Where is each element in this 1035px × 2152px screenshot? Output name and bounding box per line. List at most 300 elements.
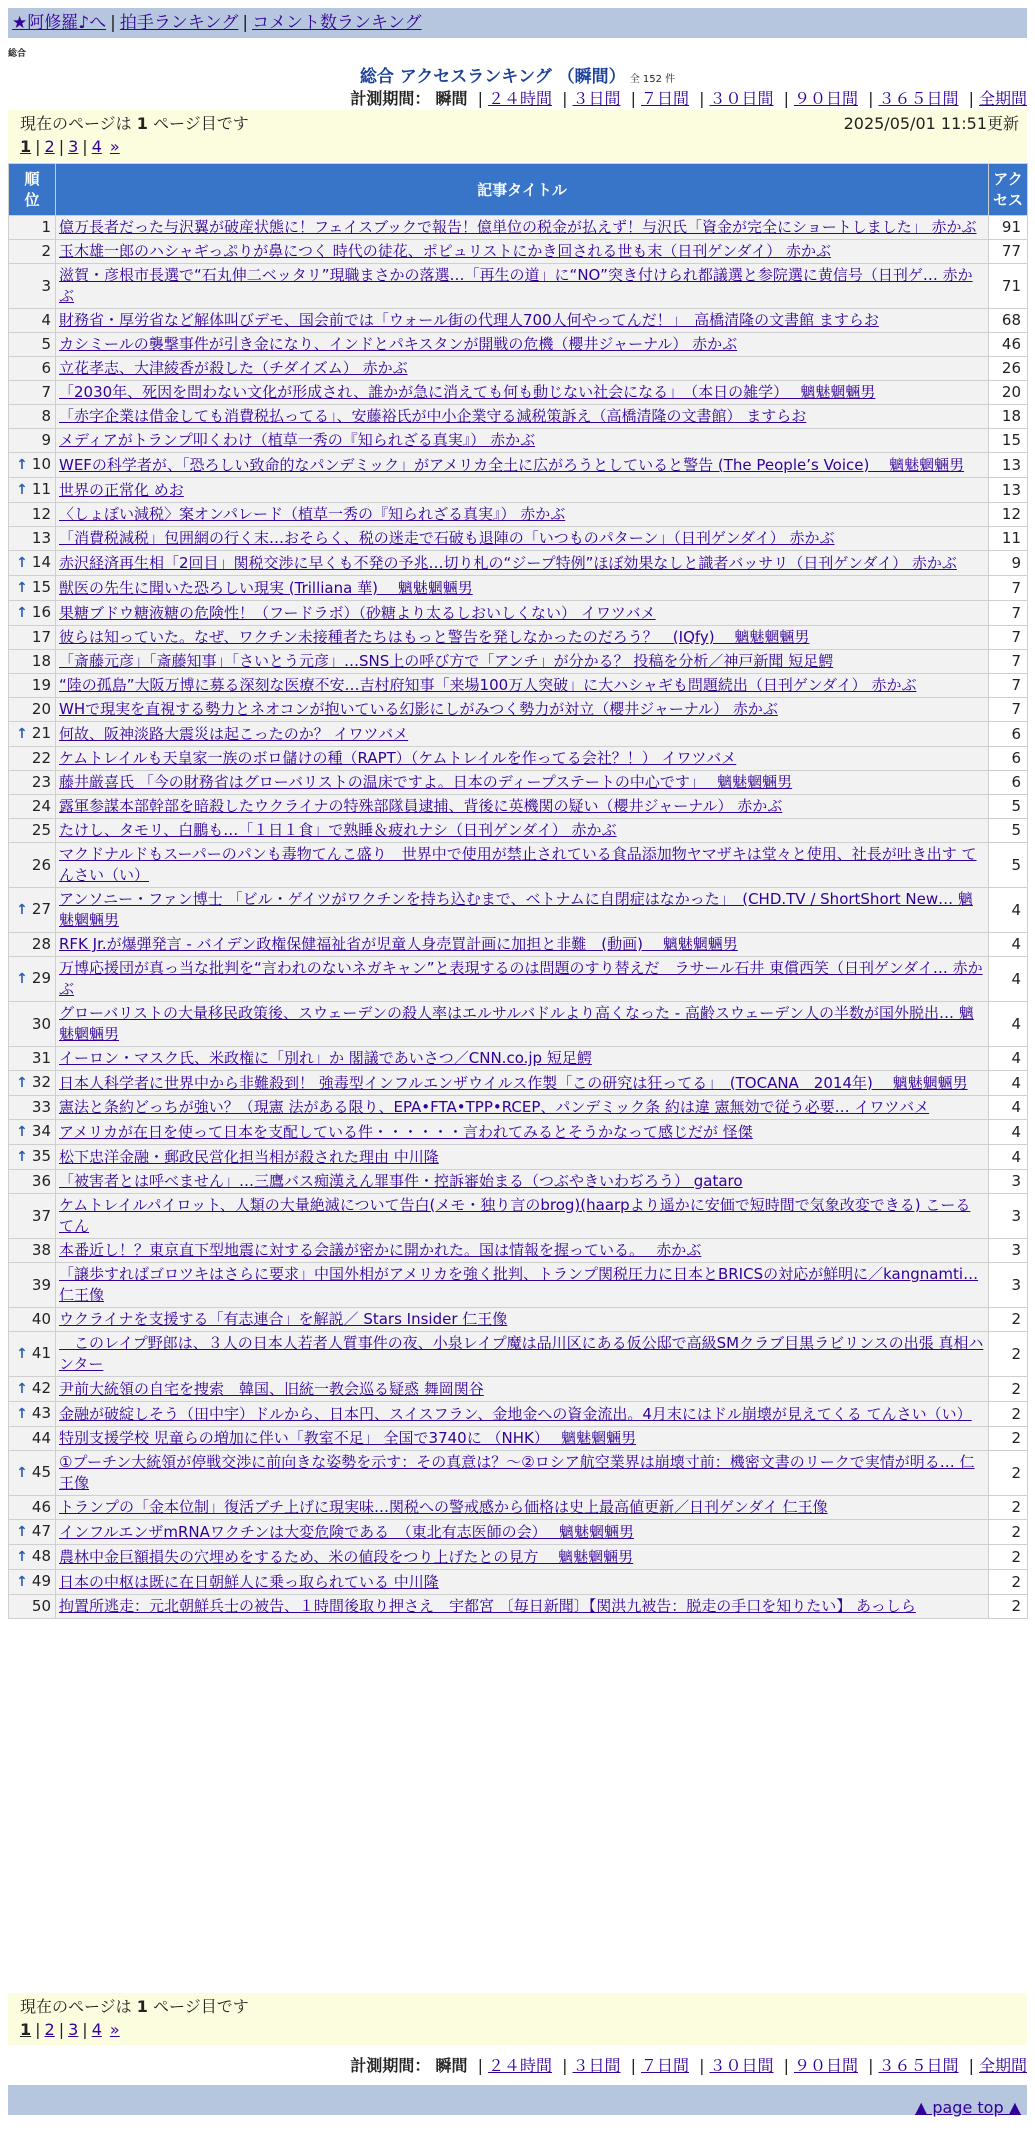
page-link-next[interactable]: »	[109, 2020, 120, 2039]
rank-cell	[9, 650, 56, 674]
table-row	[9, 503, 1028, 527]
table-row	[9, 527, 1028, 551]
rank-number: 34	[31, 1122, 51, 1140]
page-link-2[interactable]: 2	[44, 2020, 55, 2039]
article-link[interactable]: RFK Jr.が爆弾発言 - バイデン政権保健福祉省が児童人身売買計画に加担と非難 (動画) 魑魅魍魎男	[59, 935, 738, 953]
table-row	[9, 1427, 1028, 1451]
rank-number: 42	[31, 1379, 51, 1397]
article-link[interactable]: 玉木雄一郎のハシャギっぷりが鼻につく 時代の徒花、ポピュリストにかき回される世も末（日刊ゲンダイ） 赤かぶ	[59, 242, 831, 260]
period-link-3d[interactable]: ３日間	[572, 89, 621, 108]
rank-number: 32	[31, 1073, 51, 1091]
article-link[interactable]: 露軍参謀本部幹部を暗殺したウクライナの特殊部隊員逮捕、背後に英機関の疑い（櫻井ジャーナル） 赤かぶ	[59, 797, 783, 815]
access-count: 26	[989, 357, 1028, 381]
access-count: 2	[989, 1545, 1028, 1570]
article-link[interactable]: 「2030年、死因を問わない文化が形成され、誰かが急に消えても何も動じない社会になる」 （本日の雑学） 魑魅魍魎男	[59, 383, 876, 401]
article-link[interactable]: メディアがトランプ叩くわけ（植草一秀の『知られざる真実』） 赤かぶ	[59, 431, 536, 449]
rank-up-arrow-icon: ↑	[16, 555, 28, 571]
title-cell	[56, 843, 989, 888]
table-row	[9, 795, 1028, 819]
rank-number: 39	[31, 1275, 51, 1294]
rank-cell	[9, 1545, 56, 1570]
rank-cell	[9, 1170, 56, 1194]
title-cell	[56, 1308, 989, 1332]
table-row	[9, 453, 1028, 478]
title-cell	[56, 1427, 989, 1451]
period-link-7d[interactable]: ７日間	[640, 89, 689, 108]
period-link-24h[interactable]: ２４時間	[487, 89, 552, 108]
rank-number: 26	[31, 855, 51, 874]
rank-cell	[9, 453, 56, 478]
rank-number: 6	[41, 359, 51, 377]
table-row	[9, 1047, 1028, 1071]
table-row	[9, 1451, 1028, 1496]
rank-cell	[9, 1308, 56, 1332]
access-count: 6	[989, 771, 1028, 795]
updated-timestamp: 2025/05/01 11:51更新	[843, 114, 1019, 133]
title-cell	[56, 1071, 989, 1096]
rank-up-arrow-icon: ↑	[16, 1075, 28, 1091]
title-cell	[56, 405, 989, 429]
rank-up-arrow-icon: ↑	[16, 1149, 28, 1165]
article-link[interactable]: 「斎藤元彦」「斎藤知事」「さいとう元彦」…SNS上の呼び方で「アンチ」が分かる？ 投稿を分析／神戸新聞 短足鰐	[59, 652, 834, 670]
access-count: 4	[989, 1096, 1028, 1120]
rank-number: 49	[31, 1572, 51, 1590]
rank-up-arrow-icon: ↑	[16, 1574, 28, 1590]
title-cell	[56, 1145, 989, 1170]
table-row	[9, 1002, 1028, 1047]
article-link[interactable]: ケムトレイルパイロット、人類の大量絶滅について告白(メモ・独り言のbrog)(haarpより遥かに安価で短時間で気象改変できる) こーるてん	[59, 1196, 971, 1235]
page-title: 総合 アクセスランキング （瞬間）	[359, 67, 626, 87]
access-count: 4	[989, 888, 1028, 933]
article-link[interactable]: アメリカが在日を使って日本を支配している件・・・・・・言われてみるとそうかなって感じだが 怪傑	[59, 1122, 753, 1141]
pager-links: 1 | 2 | 3 | 4 »	[20, 2020, 120, 2039]
rank-number: 19	[31, 676, 51, 694]
rank-cell	[9, 795, 56, 819]
title-cell	[56, 527, 989, 551]
nav-separator: |	[110, 13, 116, 33]
category-label: 総合	[8, 49, 27, 59]
title-cell	[56, 453, 989, 478]
access-count: 4	[989, 1002, 1028, 1047]
table-row	[9, 478, 1028, 503]
rank-number: 7	[41, 383, 51, 401]
rank-number: 1	[41, 218, 51, 236]
period-link-all[interactable]: 全期間	[978, 89, 1027, 108]
title-cell	[56, 819, 989, 843]
period-label: 計測期間：	[350, 89, 431, 108]
access-count: 4	[989, 1071, 1028, 1096]
table-row	[9, 429, 1028, 453]
rank-cell	[9, 1377, 56, 1402]
table-row	[9, 1545, 1028, 1570]
rank-number: 33	[31, 1098, 51, 1116]
article-link[interactable]: 「被害者とは呼べません」…三鷹バス痴漢えん罪事件・控訴審始まる（つぶやきいわぢろう） gataro	[59, 1172, 743, 1190]
rank-cell	[9, 1402, 56, 1427]
access-count: 91	[989, 216, 1028, 240]
article-link[interactable]: 憲法と条約どっちが強い？（現憲 法がある限り、EPA•FTA•TPP•RCEP、パンデミック条 約は違 憲無効で従う必要… イワツバメ	[59, 1098, 930, 1116]
rank-cell	[9, 357, 56, 381]
rank-number: 36	[31, 1172, 51, 1190]
rank-cell	[9, 1263, 56, 1308]
article-link[interactable]: 特別支援学校 児童らの増加に伴い「教室不足」 全国で3740に （NHK） 魑魅魍魎男	[59, 1429, 637, 1447]
title-cell	[56, 503, 989, 527]
header-title: 記事タイトル	[56, 164, 989, 216]
rank-cell	[9, 626, 56, 650]
rank-up-arrow-icon: ↑	[16, 605, 28, 621]
article-link[interactable]: 金融が破綻しそう（田中宇）ドルから、日本円、スイスフラン、金地金への資金流出。4月末にはドル崩壊が見えてくる てんさい（い）	[59, 1404, 972, 1423]
article-link[interactable]: カシミールの襲撃事件が引き金になり、インドとパキスタンが開戦の危機（櫻井ジャーナル） 赤かぶ	[59, 335, 738, 353]
rank-cell	[9, 264, 56, 309]
page-link-4[interactable]: 4	[91, 2020, 102, 2039]
rank-cell	[9, 888, 56, 933]
table-row	[9, 843, 1028, 888]
article-link[interactable]: トランプの「金本位制」復活ブチ上げに現実味…関税への警戒感から価格は史上最高値更新／日刊ゲンダイ 仁王像	[59, 1498, 828, 1516]
access-count: 13	[989, 478, 1028, 503]
title-cell	[56, 626, 989, 650]
access-count: 4	[989, 957, 1028, 1002]
period-selector-top: 計測期間： 瞬間 | ２４時間 | ３日間 | ７日間 | ３０日間 | ９０日間 | ３６５日間 | 全期間	[350, 89, 1027, 108]
rank-number: 2	[41, 242, 51, 260]
period-link-3d[interactable]: ３日間	[572, 2056, 621, 2075]
rank-number: 20	[31, 700, 51, 718]
period-link-24h[interactable]: ２４時間	[487, 2056, 552, 2075]
page-top-link[interactable]: ▲ page top ▲	[914, 2098, 1021, 2117]
title-cell	[56, 933, 989, 957]
rank-cell	[9, 933, 56, 957]
pager-links: 1 | 2 | 3 | 4 »	[20, 137, 120, 156]
total-count: 全 152 件	[629, 74, 676, 85]
page-link-4[interactable]: 4	[91, 137, 102, 156]
period-link-90d[interactable]: ９０日間	[793, 2056, 858, 2075]
ranking-table-body	[9, 216, 1028, 1619]
article-link[interactable]: ウクライナを支援する「有志連合」を解説／ Stars Insider 仁王像	[59, 1310, 508, 1328]
title-cell	[56, 650, 989, 674]
article-link[interactable]: 億万長者だった与沢翼が破産状態に！フェイスブックで報告！億単位の税金が払えず！与沢氏「資金が完全にショートしました」 赤かぶ	[59, 218, 977, 236]
rank-number: 40	[31, 1310, 51, 1328]
access-count: 3	[989, 1170, 1028, 1194]
access-count: 18	[989, 405, 1028, 429]
title-cell	[56, 264, 989, 309]
table-row	[9, 1308, 1028, 1332]
table-row	[9, 957, 1028, 1002]
title-cell	[56, 747, 989, 771]
rank-up-arrow-icon: ↑	[16, 482, 28, 498]
article-link[interactable]: 〈しょぼい減税〉案オンパレード（植草一秀の『知られざる真実』） 赤かぶ	[59, 505, 566, 523]
access-count: 3	[989, 1263, 1028, 1308]
rank-cell	[9, 747, 56, 771]
rank-cell	[9, 1332, 56, 1377]
rank-number: 28	[31, 935, 51, 953]
title-cell	[56, 216, 989, 240]
bottom-bar	[8, 2085, 1027, 2115]
title-cell	[56, 722, 989, 747]
rank-cell	[9, 601, 56, 626]
page-link-3[interactable]: 3	[68, 137, 79, 156]
title-cell	[56, 478, 989, 503]
table-row	[9, 264, 1028, 309]
article-link[interactable]: 立花孝志、大津綾香が殺した（チダイズム） 赤かぶ	[59, 359, 408, 377]
title-cell	[56, 1496, 989, 1520]
table-row	[9, 1194, 1028, 1239]
rank-number: 50	[31, 1597, 51, 1615]
article-link[interactable]: イーロン・マスク氏、米政権に「別れ」か 閣議であいさつ／CNN.co.jp 短足鰐	[59, 1049, 592, 1067]
title-cell	[56, 240, 989, 264]
ranking-table	[8, 163, 1028, 1619]
rank-number: 18	[31, 652, 51, 670]
rank-up-arrow-icon: ↑	[16, 971, 28, 987]
rank-cell	[9, 1145, 56, 1170]
title-cell	[56, 381, 989, 405]
access-count: 7	[989, 650, 1028, 674]
rank-cell	[9, 674, 56, 698]
period-link-all[interactable]: 全期間	[978, 2056, 1027, 2075]
rank-cell	[9, 1120, 56, 1145]
title-cell	[56, 333, 989, 357]
article-link[interactable]: マクドナルドもスーパーのパンも毒物てんこ盛り 世界中で使用が禁止されている食品添加物ヤマザキは堂々と使用、社長が吐き出す てんさい（い）	[59, 845, 977, 884]
rank-cell	[9, 551, 56, 576]
access-count: 11	[989, 527, 1028, 551]
article-link[interactable]: 彼らは知っていた。なぜ、ワクチン未接種者たちはもっと警告を発しなかったのだろう？ (IQfy) 魑魅魍魎男	[59, 628, 810, 646]
article-link[interactable]: 滋賀・彦根市長選で“石丸伸二ベッタリ”現職まさかの落選…「再生の道」に“NO”突き付けられ都議選と参院選に黄信号（日刊ゲ… 赤かぶ	[59, 266, 973, 305]
article-link[interactable]: 「赤字企業は借金しても消費税払ってる」、安藤裕氏が中小企業守る減税策訴え（高橋清隆の文書館） ますらお	[59, 407, 807, 425]
access-count: 4	[989, 1120, 1028, 1145]
access-count: 20	[989, 381, 1028, 405]
title-cell	[56, 888, 989, 933]
rank-cell	[9, 1239, 56, 1263]
rank-up-arrow-icon: ↑	[16, 1524, 28, 1540]
table-row	[9, 1595, 1028, 1619]
table-row	[9, 1496, 1028, 1520]
period-link-365d[interactable]: ３６５日間	[878, 89, 959, 108]
article-link[interactable]: 「消費税減税」包囲網の行く末…おそらく、税の迷走で石破も退陣の「いつものパターン」（日刊ゲンダイ） 赤かぶ	[59, 529, 835, 547]
rank-number: 3	[41, 276, 51, 295]
rank-number: 27	[31, 900, 51, 918]
title-cell	[56, 1002, 989, 1047]
article-link[interactable]: 尹前大統領の自宅を捜索 韓国、旧統一教会巡る疑惑 舞岡関谷	[59, 1379, 484, 1398]
table-row	[9, 381, 1028, 405]
period-link-7d[interactable]: ７日間	[640, 2056, 689, 2075]
pager-box-top	[8, 110, 1027, 162]
period-link-30d[interactable]: ３０日間	[709, 2056, 774, 2075]
rank-number: 11	[31, 480, 51, 498]
access-count: 2	[989, 1451, 1028, 1496]
rank-up-arrow-icon: ↑	[16, 457, 28, 473]
title-cell	[56, 1402, 989, 1427]
rank-cell	[9, 216, 56, 240]
rank-cell	[9, 527, 56, 551]
title-cell	[56, 1451, 989, 1496]
access-count: 9	[989, 551, 1028, 576]
title-cell	[56, 576, 989, 601]
table-row	[9, 1570, 1028, 1595]
rank-number: 29	[31, 969, 51, 987]
nav-link-clap-ranking[interactable]: 拍手ランキング	[119, 13, 239, 33]
access-count: 77	[989, 240, 1028, 264]
rank-cell	[9, 503, 56, 527]
title-cell	[56, 429, 989, 453]
article-link[interactable]: WHで現実を直視する勢力とネオコンが抱いている幻影にしがみつく勢力が対立（櫻井ジャーナル） 赤かぶ	[59, 700, 778, 718]
article-link[interactable]: たけし、タモリ、白鵬も…「１日１食」で熟睡＆疲れナシ（日刊ゲンダイ） 赤かぶ	[59, 821, 617, 839]
rank-up-arrow-icon: ↑	[16, 1124, 28, 1140]
page-title-line	[0, 62, 1035, 87]
rank-number: 47	[31, 1522, 51, 1540]
rank-cell	[9, 309, 56, 333]
article-link[interactable]: WEFの科学者が、「恐ろしい致命的なパンデミック」がアメリカ全土に広がろうとしていると警告 (The People’s Voice) 魑魅魍魎男	[59, 455, 965, 474]
nav-link-comment-ranking[interactable]: コメント数ランキング	[252, 13, 422, 33]
current-page-number: 1	[136, 1997, 148, 2016]
rank-up-arrow-icon: ↑	[16, 1549, 28, 1565]
article-link[interactable]: 果糖ブドウ糖液糖の危険性！（フードラボ）（砂糖より太るしおいしくない） イワツバメ	[59, 603, 656, 622]
table-row	[9, 771, 1028, 795]
access-count: 15	[989, 429, 1028, 453]
rank-up-arrow-icon: ↑	[16, 1406, 28, 1422]
page-link-2[interactable]: 2	[44, 137, 55, 156]
rank-number: 23	[31, 773, 51, 791]
title-cell	[56, 795, 989, 819]
access-count: 7	[989, 674, 1028, 698]
rank-number: 25	[31, 821, 51, 839]
table-row	[9, 626, 1028, 650]
article-link[interactable]: 赤沢経済再生相「2回目」関税交渉に早くも不発の予兆…切り札の“ジープ特例”ほぼ効果なしと識者バッサリ（日刊ゲンダイ） 赤かぶ	[59, 553, 957, 572]
title-cell	[56, 1570, 989, 1595]
rank-number: 46	[31, 1498, 51, 1516]
article-link[interactable]: 農林中金巨額損失の穴埋めをするため、米の値段をつり上げたとの見方 魑魅魍魎男	[59, 1547, 634, 1566]
rank-number: 30	[31, 1014, 51, 1033]
article-link[interactable]: 松下忠洋金融・郵政民営化担当相が殺された理由 中川隆	[59, 1147, 439, 1166]
rank-number: 31	[31, 1049, 51, 1067]
table-row	[9, 698, 1028, 722]
rank-number: 17	[31, 628, 51, 646]
access-count: 2	[989, 1570, 1028, 1595]
rank-cell	[9, 333, 56, 357]
article-link[interactable]: 藤井厳喜氏 「今の財務省はグローバリストの温床ですよ。日本のディープステートの中心です」 魑魅魍魎男	[59, 773, 793, 791]
article-link[interactable]: 世界の正常化 めお	[59, 480, 184, 499]
rank-number: 24	[31, 797, 51, 815]
table-row	[9, 1239, 1028, 1263]
rank-number: 44	[31, 1429, 51, 1447]
page-link-next[interactable]: »	[109, 137, 120, 156]
table-row	[9, 405, 1028, 429]
rank-cell	[9, 1427, 56, 1451]
rank-number: 43	[31, 1404, 51, 1422]
article-link[interactable]: 獣医の先生に聞いた恐ろしい現実 (Trilliana 華) 魑魅魍魎男	[59, 578, 473, 597]
rank-number: 15	[31, 578, 51, 596]
rank-number: 14	[31, 553, 51, 571]
rank-number: 12	[31, 505, 51, 523]
rank-number: 48	[31, 1547, 51, 1565]
rank-number: 22	[31, 749, 51, 767]
rank-cell	[9, 1194, 56, 1239]
article-link[interactable]: インフルエンザmRNAワクチンは大変危険である （東北有志医師の会） 魑魅魍魎男	[59, 1522, 634, 1541]
article-link[interactable]: 本番近し！？東京直下型地震に対する会議が密かに開かれた。国は情報を握っている。 赤かぶ	[59, 1241, 702, 1259]
table-row	[9, 1096, 1028, 1120]
rank-number: 41	[31, 1344, 51, 1362]
access-count: 4	[989, 1047, 1028, 1071]
article-link[interactable]: ケムトレイルも天皇家一族のボロ儲けの種（RAPT）（ケムトレイルを作ってる会社？！） イワツバメ	[59, 749, 737, 767]
title-cell	[56, 551, 989, 576]
rank-up-arrow-icon: ↑	[16, 902, 28, 918]
access-count: 3	[989, 1239, 1028, 1263]
article-link[interactable]: 財務省・厚労省など解体叫びデモ、国会前では「ウォール街の代理人700人何やってんだ！」 高橋清隆の文書館 ますらお	[59, 311, 879, 329]
rank-cell	[9, 1451, 56, 1496]
rank-up-arrow-icon: ↑	[16, 1381, 28, 1397]
article-link[interactable]: 日本の中枢は既に在日朝鮮人に乗っ取られている 中川隆	[59, 1572, 439, 1591]
article-link[interactable]: 何故、阪神淡路大震災は起こったのか？ イワツバメ	[59, 724, 409, 743]
article-link[interactable]: 日本人科学者に世界中から非難殺到！ 強毒型インフルエンザウイルス作製「この研究は狂ってる」 (TOCANA 2014年) 魑魅魍魎男	[59, 1073, 968, 1092]
rank-up-arrow-icon: ↑	[16, 1465, 28, 1481]
rank-cell	[9, 405, 56, 429]
article-link[interactable]: 万博応援団が真っ当な批判を“言われのないネガキャン”と表現するのは問題のすり替えだ ラサール石井 東償西笑（日刊ゲンダイ… 赤かぶ	[59, 959, 983, 998]
table-row	[9, 240, 1028, 264]
table-row	[9, 576, 1028, 601]
table-row	[9, 333, 1028, 357]
nav-separator: |	[242, 13, 249, 33]
access-count: 7	[989, 576, 1028, 601]
access-count: 68	[989, 309, 1028, 333]
rank-cell	[9, 1002, 56, 1047]
rank-cell	[9, 576, 56, 601]
rank-number: 38	[31, 1241, 51, 1259]
title-cell	[56, 1332, 989, 1377]
page-link-current: 1	[20, 2020, 32, 2039]
article-link[interactable]: 拘置所逃走：元北朝鮮兵士の被告、１時間後取り押さえ 宇都宮 〔毎日新聞〕【関洪九被告：脱走の手口を知りたい】 あっしら	[59, 1597, 916, 1615]
access-count: 3	[989, 1194, 1028, 1239]
access-count: 2	[989, 1308, 1028, 1332]
period-link-90d[interactable]: ９０日間	[793, 89, 858, 108]
table-row	[9, 933, 1028, 957]
title-cell	[56, 1377, 989, 1402]
title-cell	[56, 1194, 989, 1239]
page-link-3[interactable]: 3	[68, 2020, 79, 2039]
table-row	[9, 674, 1028, 698]
period-label: 計測期間：	[350, 2056, 431, 2075]
period-link-365d[interactable]: ３６５日間	[878, 2056, 959, 2075]
access-count: 46	[989, 333, 1028, 357]
table-row	[9, 216, 1028, 240]
rank-cell	[9, 478, 56, 503]
rank-cell	[9, 1096, 56, 1120]
header-count: アクセス	[989, 164, 1028, 216]
period-link-30d[interactable]: ３０日間	[709, 89, 774, 108]
pager-box-bottom	[8, 1993, 1027, 2045]
article-link[interactable]: このレイプ野郎は、３人の日本人若者人質事件の夜、小泉レイプ魔は品川区にある仮公邸で高級SMクラブ目黒ラビリンスの出張 真相ハンター	[59, 1334, 984, 1373]
rank-up-arrow-icon: ↑	[16, 726, 28, 742]
title-cell	[56, 957, 989, 1002]
article-link[interactable]: “陸の孤島”大阪万博に募る深刻な医療不安…吉村府知事「来場100万人突破」に大ハシャギも問題続出（日刊ゲンダイ） 赤かぶ	[59, 676, 917, 694]
rank-cell	[9, 722, 56, 747]
title-cell	[56, 1520, 989, 1545]
title-cell	[56, 1120, 989, 1145]
table-row	[9, 888, 1028, 933]
access-count: 5	[989, 843, 1028, 888]
table-row	[9, 1120, 1028, 1145]
title-cell	[56, 1239, 989, 1263]
title-cell	[56, 771, 989, 795]
article-link[interactable]: ①プーチン大統領が停戦交渉に前向きな姿勢を示す：その真意は？〜②ロシア航空業界は崩壊寸前：機密文書のリークで実情が明る… 仁王像	[59, 1453, 975, 1492]
article-link[interactable]: アンソニー・ファン博士 「ビル・ゲイツがワクチンを持ち込むまで、ベトナムに自閉症はなかった」 (CHD.TV / ShortShort New… 魑魅魍魎男	[59, 890, 973, 929]
rank-cell	[9, 698, 56, 722]
title-cell	[56, 1595, 989, 1619]
access-count: 2	[989, 1496, 1028, 1520]
rank-number: 37	[31, 1206, 51, 1225]
title-cell	[56, 674, 989, 698]
table-row	[9, 650, 1028, 674]
nav-link-asyura[interactable]: ★阿修羅♪へ	[12, 13, 107, 33]
article-link[interactable]: グローバリストの大量移民政策後、スウェーデンの殺人率はエルサルバドルより高くなった - 高齢スウェーデン人の半数が国外脱出… 魑魅魍魎男	[59, 1004, 974, 1043]
table-row	[9, 309, 1028, 333]
article-link[interactable]: 「譲歩すればゴロツキはさらに要求」中国外相がアメリカを強く批判、トランプ関税圧力に日本とBRICSの対応が鮮明に／kangnamti… 仁王像	[59, 1265, 979, 1304]
pager-status: 現在のページは 1 ページ目です	[20, 1997, 249, 2016]
